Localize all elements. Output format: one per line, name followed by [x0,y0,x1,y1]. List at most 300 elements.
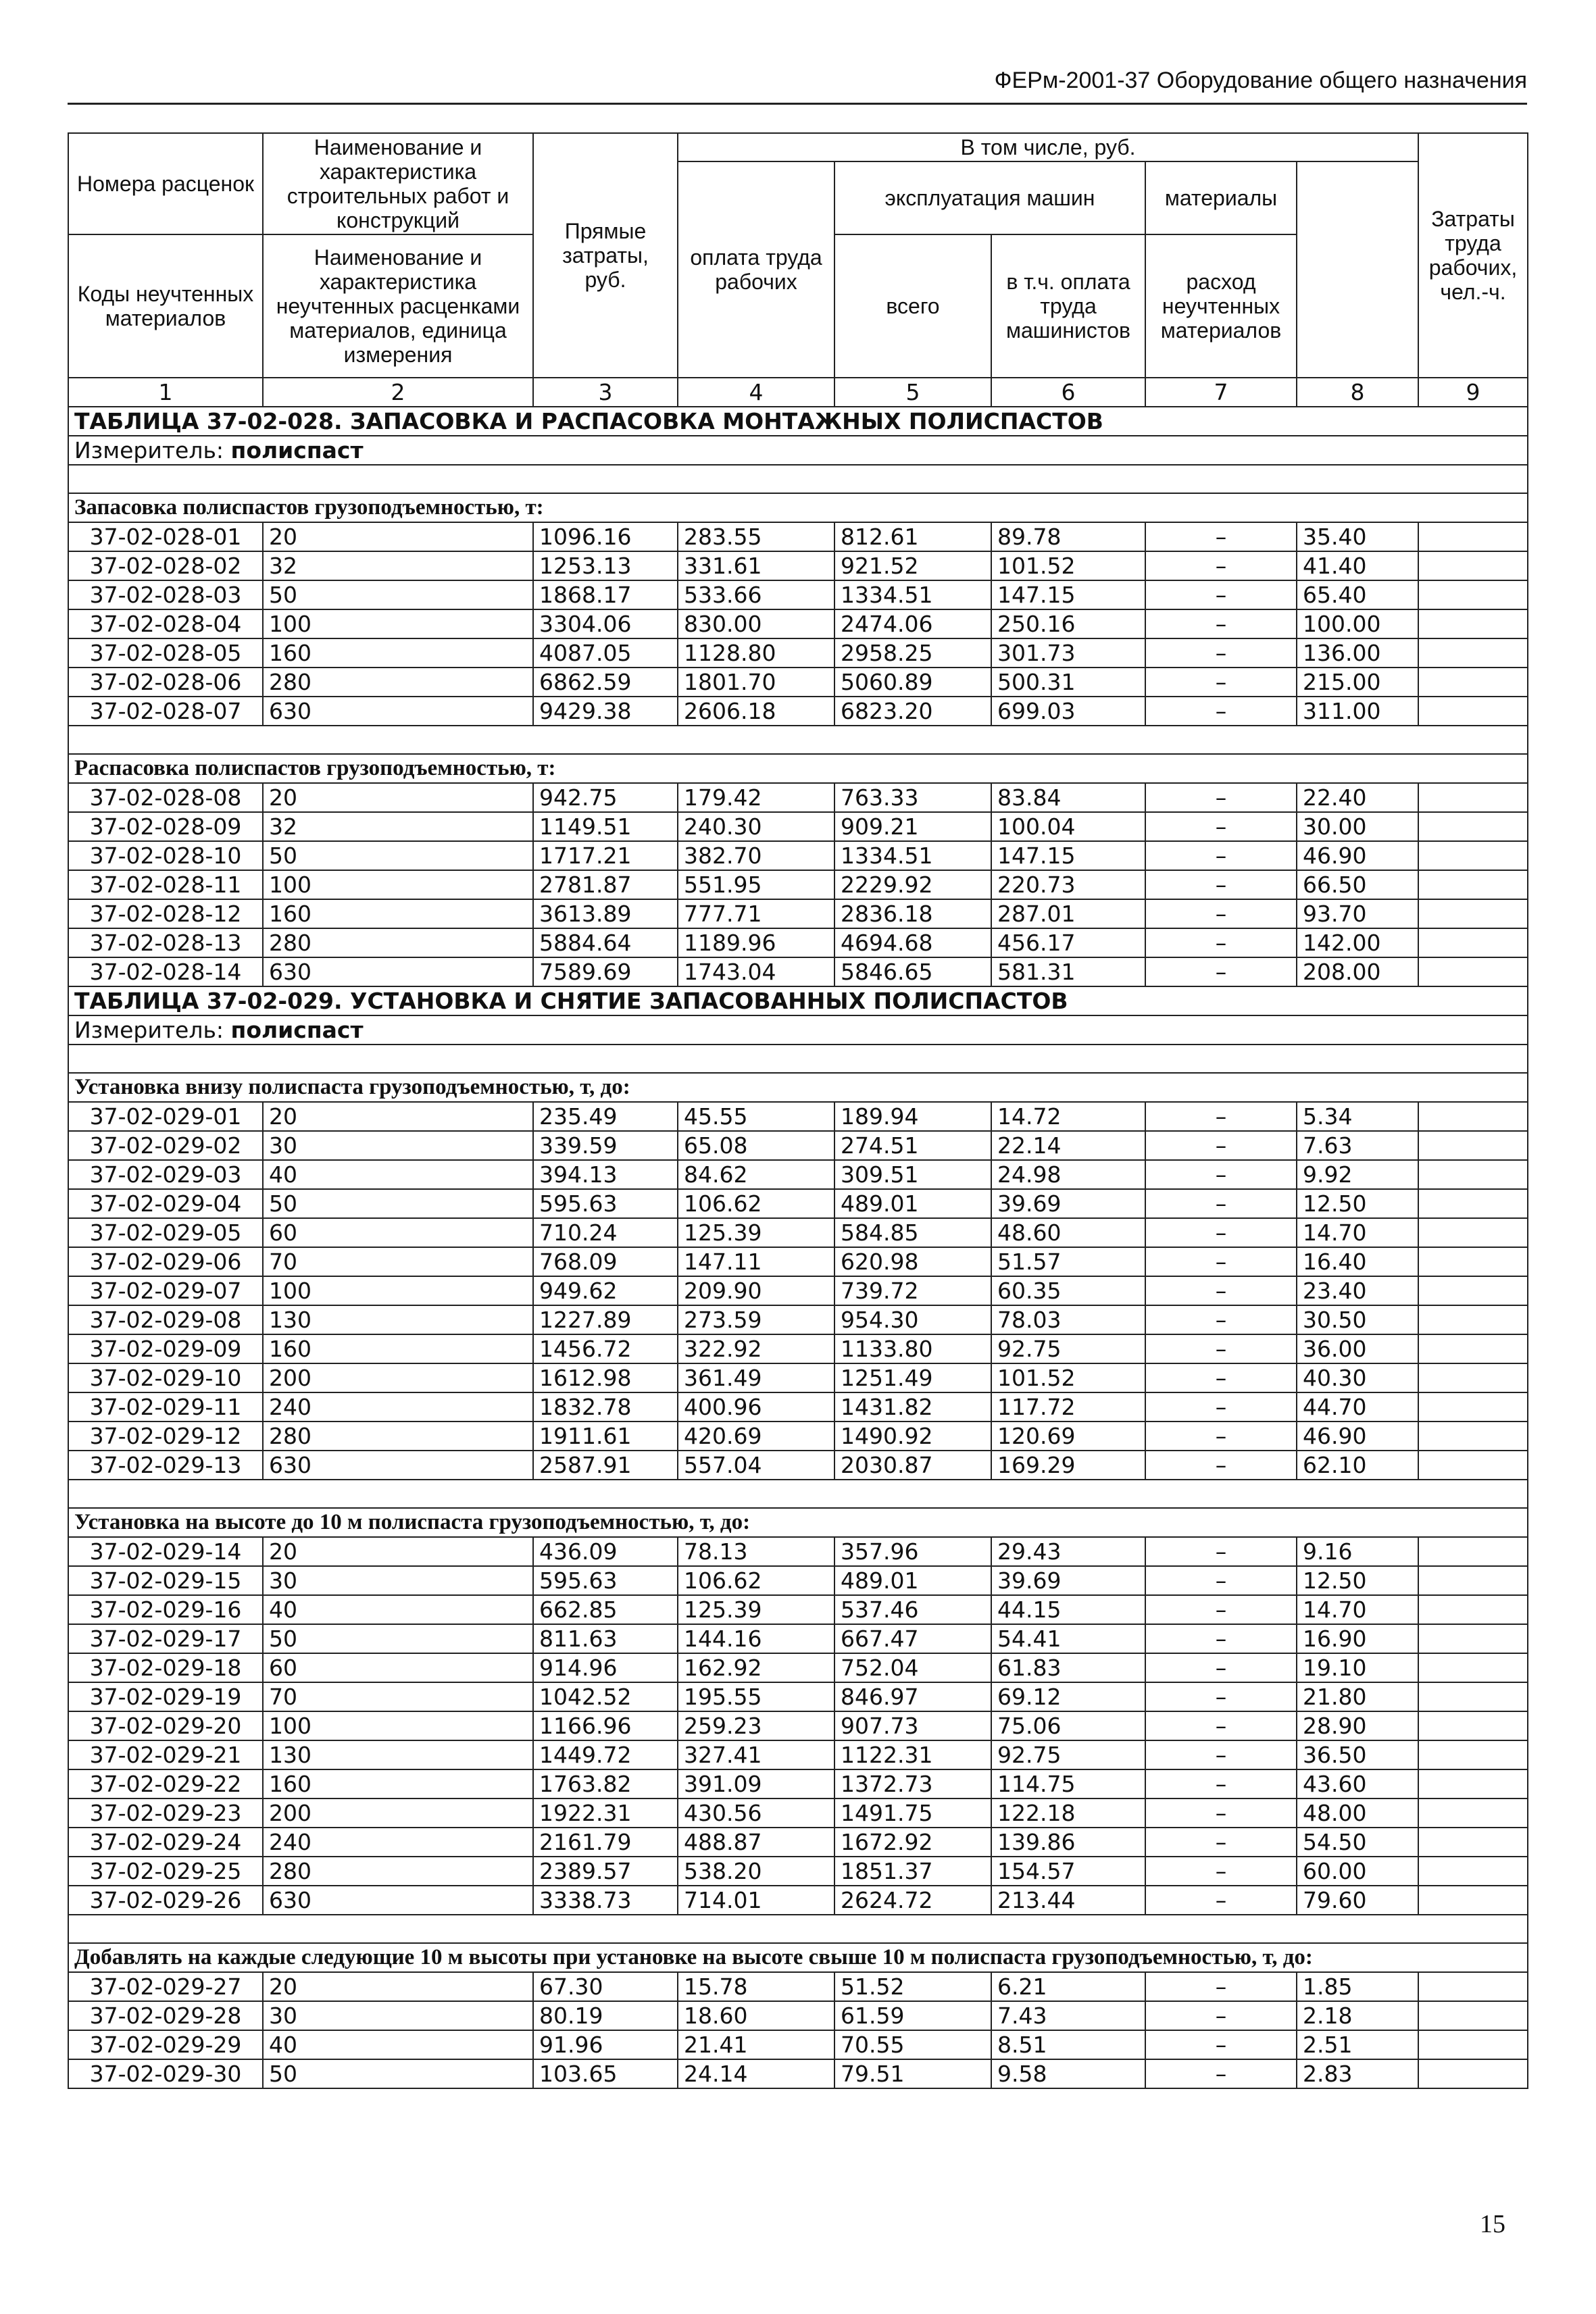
labor-hours-cell: 46.90 [1297,1422,1418,1451]
labor-pay-cell: 830.00 [678,609,834,638]
machines-total-cell: 907.73 [834,1711,991,1740]
measure-label: Измеритель: [74,437,224,463]
materials-cell: – [1145,870,1297,899]
materials-cell: – [1145,1334,1297,1363]
table-row [68,1595,1528,1624]
labor-pay-cell: 533.66 [678,580,834,609]
direct-costs-cell: 914.96 [533,1653,678,1682]
machinist-pay-cell: 69.12 [991,1682,1145,1711]
machinist-pay-cell: 250.16 [991,609,1145,638]
machinist-pay-cell: 120.69 [991,1422,1145,1451]
col-number: 9 [1418,378,1528,407]
equipment-mass-cell [1418,1392,1528,1422]
section-caption: Запасовка полиспастов грузоподъемностью, т: [68,493,1528,522]
materials-cell: – [1145,551,1297,580]
rate-capacity: 50 [263,1624,533,1653]
equipment-mass-cell [1418,841,1528,870]
rate-code: 37-02-029-22 [68,1769,263,1799]
labor-hours-cell: 60.00 [1297,1857,1418,1886]
table-row [68,1422,1528,1451]
rate-code: 37-02-029-28 [68,2001,263,2030]
equipment-mass-cell [1418,1769,1528,1799]
machines-total-cell: 1334.51 [834,841,991,870]
section-spacer [68,1915,1528,1943]
rate-capacity: 30 [263,1131,533,1160]
labor-hours-cell: 21.80 [1297,1682,1418,1711]
section-caption: Распасовка полиспастов грузоподъемностью, т: [68,754,1528,783]
materials-cell: – [1145,1131,1297,1160]
machines-total-cell: 489.01 [834,1566,991,1595]
equipment-mass-cell [1418,1363,1528,1392]
equipment-mass-cell [1418,1595,1528,1624]
equipment-mass-cell [1418,1886,1528,1915]
machines-total-cell: 1431.82 [834,1392,991,1422]
table-row [68,2030,1528,2059]
col-materials: материалы [1145,161,1297,234]
materials-cell: – [1145,1857,1297,1886]
rate-capacity: 200 [263,1363,533,1392]
labor-pay-cell: 65.08 [678,1131,834,1160]
direct-costs-cell: 1922.31 [533,1799,678,1828]
equipment-mass-cell [1418,1653,1528,1682]
direct-costs-cell: 595.63 [533,1566,678,1595]
table-row [68,783,1528,812]
labor-hours-cell: 16.40 [1297,1247,1418,1276]
rate-code: 37-02-029-08 [68,1305,263,1334]
labor-pay-cell: 488.87 [678,1828,834,1857]
direct-costs-cell: 436.09 [533,1537,678,1566]
rate-capacity: 50 [263,1189,533,1218]
labor-hours-cell: 100.00 [1297,609,1418,638]
direct-costs-cell: 1456.72 [533,1334,678,1363]
labor-hours-cell: 14.70 [1297,1595,1418,1624]
rate-capacity: 100 [263,1276,533,1305]
rate-capacity: 20 [263,1537,533,1566]
table-row [68,1189,1528,1218]
machinist-pay-cell: 220.73 [991,870,1145,899]
labor-hours-cell: 142.00 [1297,928,1418,957]
table-row [68,522,1528,551]
rate-code: 37-02-028-09 [68,812,263,841]
rate-code: 37-02-028-06 [68,668,263,697]
materials-cell: – [1145,812,1297,841]
equipment-mass-cell [1418,638,1528,668]
equipment-mass-cell [1418,2059,1528,2088]
rate-code: 37-02-029-05 [68,1218,263,1247]
machines-total-cell: 1372.73 [834,1769,991,1799]
rate-code: 37-02-029-07 [68,1276,263,1305]
labor-hours-cell: 40.30 [1297,1363,1418,1392]
machines-total-cell: 1672.92 [834,1828,991,1857]
equipment-mass-cell [1418,1218,1528,1247]
table-row [68,609,1528,638]
materials-cell: – [1145,580,1297,609]
materials-cell: – [1145,841,1297,870]
direct-costs-cell: 2587.91 [533,1451,678,1480]
labor-pay-cell: 273.59 [678,1305,834,1334]
rate-code: 37-02-029-27 [68,1972,263,2001]
labor-hours-cell: 14.70 [1297,1218,1418,1247]
section-spacer [68,726,1528,754]
machines-total-cell: 189.94 [834,1102,991,1131]
table-row [68,1799,1528,1828]
rate-code: 37-02-029-03 [68,1160,263,1189]
table-row [68,638,1528,668]
materials-cell: – [1145,1392,1297,1422]
equipment-mass-cell [1418,1276,1528,1305]
machines-total-cell: 2624.72 [834,1886,991,1915]
col-labor-pay: оплата труда рабочих [678,161,834,378]
rate-code: 37-02-028-08 [68,783,263,812]
machines-total-cell: 584.85 [834,1218,991,1247]
labor-hours-cell: 208.00 [1297,957,1418,986]
col-number: 5 [834,378,991,407]
rate-capacity: 630 [263,957,533,986]
col-direct-costs: Прямые затраты, руб. [533,133,678,378]
section-spacer [68,1480,1528,1508]
rate-capacity: 160 [263,1334,533,1363]
direct-costs-cell: 103.65 [533,2059,678,2088]
spacer-cell [68,1045,1528,1073]
rate-capacity: 130 [263,1305,533,1334]
labor-hours-cell: 79.60 [1297,1886,1418,1915]
rate-capacity: 630 [263,1451,533,1480]
equipment-mass-cell [1418,1451,1528,1480]
labor-pay-cell: 283.55 [678,522,834,551]
rate-capacity: 160 [263,1769,533,1799]
section-caption-row [68,1073,1528,1102]
labor-pay-cell: 322.92 [678,1334,834,1363]
machines-total-cell: 1133.80 [834,1334,991,1363]
direct-costs-cell: 7589.69 [533,957,678,986]
equipment-mass-cell [1418,580,1528,609]
machines-total-cell: 2229.92 [834,870,991,899]
machinist-pay-cell: 101.52 [991,1363,1145,1392]
machines-total-cell: 1122.31 [834,1740,991,1769]
labor-hours-cell: 1.85 [1297,1972,1418,2001]
table-row [68,2001,1528,2030]
table-row [68,899,1528,928]
table-row [68,1102,1528,1131]
direct-costs-cell: 1096.16 [533,522,678,551]
table-row [68,2059,1528,2088]
direct-costs-cell: 339.59 [533,1131,678,1160]
machinist-pay-cell: 75.06 [991,1711,1145,1740]
machines-total-cell: 2474.06 [834,609,991,638]
col-material-codes: Коды неучтенных материалов [68,234,263,378]
machinist-pay-cell: 169.29 [991,1451,1145,1480]
machinist-pay-cell: 122.18 [991,1799,1145,1828]
rate-capacity: 32 [263,812,533,841]
table-row [68,1653,1528,1682]
equipment-mass-cell [1418,812,1528,841]
equipment-mass-cell [1418,1160,1528,1189]
rate-code: 37-02-028-01 [68,522,263,551]
rate-capacity: 20 [263,1102,533,1131]
table-row [68,1334,1528,1363]
equipment-mass-cell [1418,1857,1528,1886]
machinist-pay-cell: 100.04 [991,812,1145,841]
materials-cell: – [1145,1537,1297,1566]
rate-capacity: 40 [263,1160,533,1189]
labor-hours-cell: 2.83 [1297,2059,1418,2088]
labor-pay-cell: 1743.04 [678,957,834,986]
table-row [68,1218,1528,1247]
table-row [68,1451,1528,1480]
direct-costs-cell: 1042.52 [533,1682,678,1711]
equipment-mass-cell [1418,1305,1528,1334]
machinist-pay-cell: 699.03 [991,697,1145,726]
equipment-mass-cell [1418,697,1528,726]
rate-capacity: 50 [263,2059,533,2088]
equipment-mass-cell [1418,1711,1528,1740]
col-labor-costs: Затраты труда рабочих, чел.-ч. [1418,133,1528,378]
table-row [68,1276,1528,1305]
col-number: 2 [263,378,533,407]
machinist-pay-cell: 24.98 [991,1160,1145,1189]
labor-hours-cell: 48.00 [1297,1799,1418,1828]
machinist-pay-cell: 89.78 [991,522,1145,551]
direct-costs-cell: 91.96 [533,2030,678,2059]
rate-code: 37-02-029-01 [68,1102,263,1131]
rate-capacity: 20 [263,783,533,812]
labor-hours-cell: 35.40 [1297,522,1418,551]
labor-pay-cell: 327.41 [678,1740,834,1769]
materials-cell: – [1145,1160,1297,1189]
direct-costs-cell: 1763.82 [533,1769,678,1799]
direct-costs-cell: 1868.17 [533,580,678,609]
rate-code: 37-02-029-13 [68,1451,263,1480]
labor-pay-cell: 209.90 [678,1276,834,1305]
machines-total-cell: 357.96 [834,1537,991,1566]
table-row [68,1624,1528,1653]
labor-hours-cell: 54.50 [1297,1828,1418,1857]
materials-cell: – [1145,2001,1297,2030]
machinist-pay-cell: 6.21 [991,1972,1145,2001]
labor-hours-cell: 2.51 [1297,2030,1418,2059]
section-caption-row [68,754,1528,783]
labor-hours-cell: 19.10 [1297,1653,1418,1682]
materials-cell: – [1145,1740,1297,1769]
machinist-pay-cell: 60.35 [991,1276,1145,1305]
materials-cell: – [1145,1218,1297,1247]
labor-hours-cell: 7.63 [1297,1131,1418,1160]
equipment-mass-cell [1418,1828,1528,1857]
rate-capacity: 40 [263,1595,533,1624]
machinist-pay-cell: 54.41 [991,1624,1145,1653]
direct-costs-cell: 1612.98 [533,1363,678,1392]
machinist-pay-cell: 8.51 [991,2030,1145,2059]
materials-cell: – [1145,697,1297,726]
table-body [68,407,1528,2088]
machinist-pay-cell: 51.57 [991,1247,1145,1276]
machinist-pay-cell: 48.60 [991,1218,1145,1247]
machinist-pay-cell: 117.72 [991,1392,1145,1422]
machines-total-cell: 537.46 [834,1595,991,1624]
machines-total-cell: 1251.49 [834,1363,991,1392]
equipment-mass-cell [1418,2030,1528,2059]
machines-total-cell: 846.97 [834,1682,991,1711]
equipment-mass-cell [1418,1131,1528,1160]
rate-code: 37-02-029-06 [68,1247,263,1276]
section-spacer [68,1045,1528,1073]
labor-pay-cell: 162.92 [678,1653,834,1682]
labor-pay-cell: 382.70 [678,841,834,870]
labor-hours-cell: 5.34 [1297,1102,1418,1131]
rate-code: 37-02-029-17 [68,1624,263,1653]
rate-code: 37-02-029-15 [68,1566,263,1595]
materials-cell: – [1145,928,1297,957]
labor-pay-cell: 538.20 [678,1857,834,1886]
labor-hours-cell: 215.00 [1297,668,1418,697]
col-machines-total: всего [834,234,991,378]
table-row [68,1972,1528,2001]
direct-costs-cell: 3338.73 [533,1886,678,1915]
labor-pay-cell: 147.11 [678,1247,834,1276]
equipment-mass-cell [1418,1972,1528,2001]
rate-code: 37-02-029-21 [68,1740,263,1769]
direct-costs-cell: 710.24 [533,1218,678,1247]
rate-code: 37-02-029-19 [68,1682,263,1711]
machines-total-cell: 5846.65 [834,957,991,986]
direct-costs-cell: 6862.59 [533,668,678,697]
direct-costs-cell: 80.19 [533,2001,678,2030]
table-row [68,1131,1528,1160]
materials-cell: – [1145,783,1297,812]
labor-hours-cell: 28.90 [1297,1711,1418,1740]
col-rate-numbers: Номера расценок [68,133,263,234]
labor-hours-cell: 93.70 [1297,899,1418,928]
table-row [68,697,1528,726]
direct-costs-cell: 1149.51 [533,812,678,841]
section-caption: Добавлять на каждые следующие 10 м высоты при установке на высоте свыше 10 м полиспаста грузоподъемностью, т, до: [68,1943,1528,1972]
labor-hours-cell: 43.60 [1297,1769,1418,1799]
equipment-mass-cell [1418,1799,1528,1828]
labor-hours-cell: 66.50 [1297,870,1418,899]
spacer-cell [68,465,1528,493]
labor-pay-cell: 777.71 [678,899,834,928]
equipment-mass-cell [1418,1624,1528,1653]
direct-costs-cell: 235.49 [533,1102,678,1131]
direct-costs-cell: 1227.89 [533,1305,678,1334]
measure-value: полиспаст [230,1017,364,1043]
rate-capacity: 280 [263,1857,533,1886]
direct-costs-cell: 2389.57 [533,1857,678,1886]
col-number: 3 [533,378,678,407]
materials-cell: – [1145,1624,1297,1653]
rate-capacity: 30 [263,2001,533,2030]
table-row [68,1769,1528,1799]
table-title-row [68,986,1528,1015]
labor-hours-cell: 2.18 [1297,2001,1418,2030]
labor-hours-cell: 9.92 [1297,1160,1418,1189]
equipment-mass-cell [1418,899,1528,928]
labor-pay-cell: 125.39 [678,1595,834,1624]
equipment-mass-cell [1418,1334,1528,1363]
machines-total-cell: 4694.68 [834,928,991,957]
machinist-pay-cell: 44.15 [991,1595,1145,1624]
machinist-pay-cell: 7.43 [991,2001,1145,2030]
machines-total-cell: 1334.51 [834,580,991,609]
spacer-cell [68,1915,1528,1943]
machinist-pay-cell: 29.43 [991,1537,1145,1566]
rate-capacity: 280 [263,928,533,957]
machinist-pay-cell: 39.69 [991,1566,1145,1595]
rate-capacity: 70 [263,1247,533,1276]
rate-code: 37-02-029-14 [68,1537,263,1566]
measure-label: Измеритель: [74,1017,224,1043]
spacer-cell [68,726,1528,754]
rate-capacity: 160 [263,638,533,668]
equipment-mass-cell [1418,609,1528,638]
equipment-mass-cell [1418,1189,1528,1218]
section-caption: Установка внизу полиспаста грузоподъемностью, т, до: [68,1073,1528,1102]
labor-pay-cell: 1189.96 [678,928,834,957]
machinist-pay-cell: 14.72 [991,1102,1145,1131]
equipment-mass-cell [1418,1740,1528,1769]
table-row [68,812,1528,841]
materials-cell: – [1145,1769,1297,1799]
rate-capacity: 20 [263,1972,533,2001]
direct-costs-cell: 67.30 [533,1972,678,2001]
labor-hours-cell: 44.70 [1297,1392,1418,1422]
column-numbers-row [68,378,1528,407]
table-row [68,580,1528,609]
machines-total-cell: 667.47 [834,1624,991,1653]
labor-pay-cell: 714.01 [678,1886,834,1915]
table-row [68,928,1528,957]
table-row [68,1857,1528,1886]
equipment-mass-cell [1418,551,1528,580]
rate-capacity: 240 [263,1828,533,1857]
equipment-mass-cell [1418,1537,1528,1566]
machinist-pay-cell: 213.44 [991,1886,1145,1915]
equipment-mass-cell [1418,928,1528,957]
rate-capacity: 40 [263,2030,533,2059]
equipment-mass-cell [1418,783,1528,812]
direct-costs-cell: 5884.64 [533,928,678,957]
rate-code: 37-02-029-23 [68,1799,263,1828]
materials-cell: – [1145,1566,1297,1595]
labor-hours-cell: 30.50 [1297,1305,1418,1334]
table-row [68,551,1528,580]
labor-pay-cell: 195.55 [678,1682,834,1711]
table-row [68,1537,1528,1566]
rate-code: 37-02-028-10 [68,841,263,870]
materials-cell: – [1145,1189,1297,1218]
table-row [68,1740,1528,1769]
col-materials-unaccounted: расход неучтенных материалов [1145,234,1297,378]
table-row [68,1247,1528,1276]
machinist-pay-cell: 581.31 [991,957,1145,986]
machines-total-cell: 2836.18 [834,899,991,928]
labor-pay-cell: 106.62 [678,1189,834,1218]
labor-pay-cell: 15.78 [678,1972,834,2001]
rate-capacity: 60 [263,1653,533,1682]
table-row [68,1566,1528,1595]
labor-pay-cell: 557.04 [678,1451,834,1480]
table-row [68,1160,1528,1189]
col-number: 6 [991,378,1145,407]
equipment-mass-cell [1418,870,1528,899]
materials-cell: – [1145,1422,1297,1451]
labor-pay-cell: 1128.80 [678,638,834,668]
materials-cell: – [1145,2030,1297,2059]
machinist-pay-cell: 139.86 [991,1828,1145,1857]
direct-costs-cell: 662.85 [533,1595,678,1624]
labor-pay-cell: 179.42 [678,783,834,812]
rate-code: 37-02-029-26 [68,1886,263,1915]
